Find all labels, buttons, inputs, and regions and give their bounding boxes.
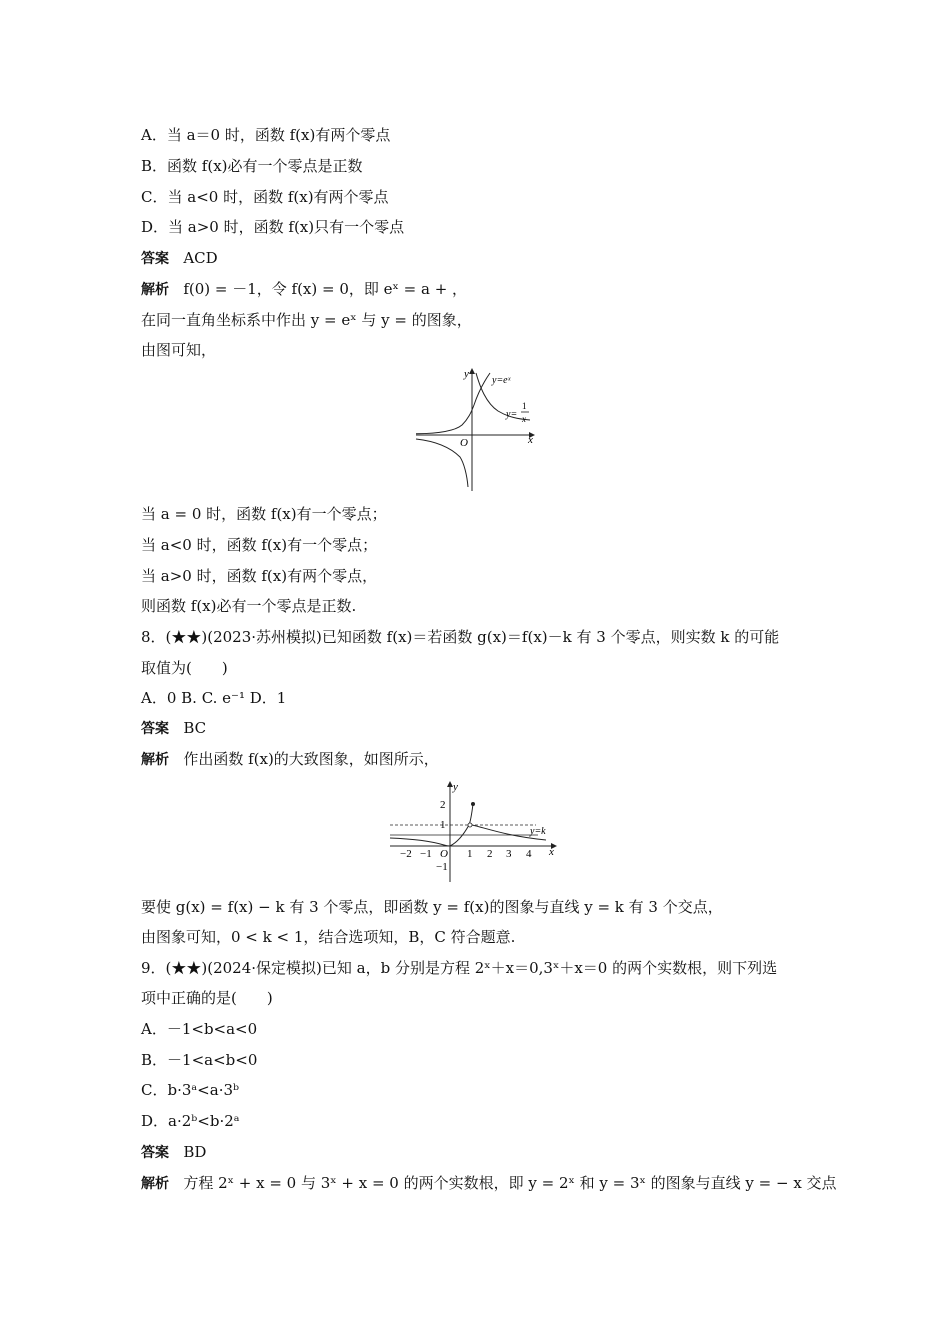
- q8-analysis: [141, 749, 439, 770]
- q8-answer: [141, 718, 206, 739]
- closed-point: [471, 802, 475, 806]
- analysis-label: 解析: [141, 752, 169, 768]
- y-tick-neg1: −1: [436, 861, 448, 873]
- y-axis-label: y: [464, 368, 469, 380]
- analysis-text: 作出函数 f(x)的大致图象，如图所示，: [183, 750, 439, 768]
- q7-conclusion-2: 当 a<0 时，函数 f(x)有一个零点；: [141, 536, 378, 554]
- x-axis-label: x: [549, 846, 554, 858]
- q7-analysis-line-2: 在同一直角坐标系中作出 y = eˣ 与 y = 的图象，: [141, 311, 472, 329]
- analysis-text: 方程 2ˣ + x = 0 与 3ˣ + x = 0 的两个实数根，即 y = 2ˣ 和 y = 3ˣ 的图象与直线 y = − x 交点: [183, 1174, 837, 1192]
- q9-stem-2: 项中正确的是( ): [141, 989, 273, 1007]
- q8-options: A．0 B. C. e⁻¹ D．1: [141, 689, 287, 707]
- q9-analysis: [141, 1173, 837, 1194]
- fraction-denominator: x: [522, 414, 526, 424]
- q7-conclusion-4: 则函数 f(x)必有一个零点是正数.: [141, 597, 357, 615]
- q8-stem-2: 取值为( ): [141, 659, 228, 677]
- open-point: [468, 823, 472, 827]
- analysis-label: 解析: [141, 1176, 169, 1192]
- q9-option-a: A．－1<b<a<0: [141, 1020, 258, 1038]
- analysis-text: f(0) = －1，令 f(x) = 0，即 eˣ = a + ，: [183, 280, 468, 298]
- q7-conclusion-3: 当 a>0 时，函数 f(x)有两个零点，: [141, 567, 378, 585]
- answer-value: ACD: [183, 249, 218, 267]
- q9-option-c: C．b·3ᵃ<a·3ᵇ: [141, 1081, 239, 1099]
- answer-value: BD: [183, 1143, 207, 1161]
- y-tick-1: 1: [440, 819, 446, 831]
- x-tick-neg1: −1: [420, 848, 432, 860]
- x-axis-label: x: [528, 434, 533, 446]
- x-tick-4: 4: [526, 848, 532, 860]
- answer-label: 答案: [141, 251, 169, 267]
- origin-label: O: [440, 848, 448, 860]
- answer-label: 答案: [141, 721, 169, 737]
- q9-option-b: B．－1<a<b<0: [141, 1051, 258, 1069]
- origin-label: O: [460, 437, 468, 449]
- q7-option-d: D．当 a>0 时，函数 f(x)只有一个零点: [141, 218, 405, 236]
- line-k-label: y=k: [530, 826, 546, 837]
- curve-left: [390, 838, 450, 846]
- q8-conclusion-1: 要使 g(x) = f(x) − k 有 3 个零点，即函数 y = f(x)的图象与直线 y = k 有 3 个交点，: [141, 898, 723, 916]
- q7-answer: [141, 248, 218, 269]
- analysis-label: 解析: [141, 282, 169, 298]
- q9-answer: [141, 1142, 206, 1163]
- figure-piecewise: [386, 776, 562, 884]
- q8-conclusion-2: 由图象可知，0 < k < 1，结合选项知，B，C 符合题意.: [141, 928, 516, 946]
- x-tick-3: 3: [506, 848, 512, 860]
- x-tick-1: 1: [467, 848, 473, 860]
- x-tick-neg2: −2: [400, 848, 412, 860]
- answer-value: BC: [183, 719, 207, 737]
- y-axis-label: y: [453, 781, 458, 793]
- y-tick-2: 2: [440, 799, 446, 811]
- q7-option-b: B．函数 f(x)必有一个零点是正数: [141, 157, 363, 175]
- q7-analysis: [141, 279, 467, 300]
- q7-option-c: C．当 a<0 时，函数 f(x)有两个零点: [141, 188, 389, 206]
- q9-stem-1: 9．(★★)(2024·保定模拟)已知 a，b 分别是方程 2ˣ＋x＝0,3ˣ＋x＝0 的两个实数根，则下列选: [141, 959, 778, 977]
- fraction-numerator: 1: [522, 401, 527, 411]
- q9-option-d: D．a·2ᵇ<b·2ᵃ: [141, 1112, 240, 1130]
- x-tick-2: 2: [487, 848, 493, 860]
- answer-label: 答案: [141, 1145, 169, 1161]
- q7-analysis-line-3: 由图可知，: [141, 341, 217, 359]
- figure-exp-reciprocal: [410, 365, 542, 493]
- q8-stem-1: 8．(★★)(2023·苏州模拟)已知函数 f(x)＝若函数 g(x)＝f(x)－k 有 3 个零点，则实数 k 的可能: [141, 628, 780, 646]
- q7-option-a: A．当 a＝0 时，函数 f(x)有两个零点: [141, 126, 391, 144]
- curve-reciprocal-label: y=: [506, 409, 518, 420]
- q7-conclusion-1: 当 a = 0 时，函数 f(x)有一个零点；: [141, 505, 387, 523]
- curve-exp-label: y=eˣ: [492, 375, 511, 386]
